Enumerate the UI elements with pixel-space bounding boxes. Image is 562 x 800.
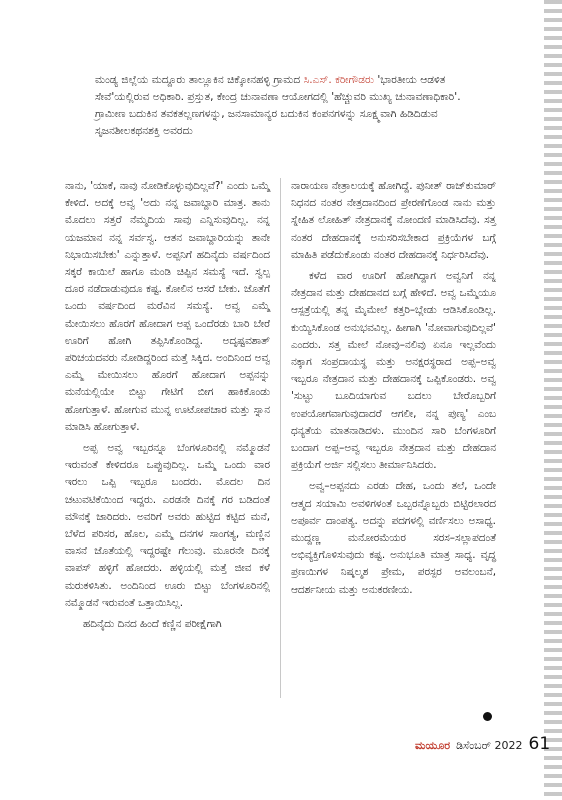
author-name: ಸಿ.ಎಸ್. ಕರೀಗೌಡರು — [303, 74, 374, 86]
left-column — [65, 178, 270, 633]
left-paragraph-3: ಹದಿನೈದು ದಿನದ ಹಿಂದೆ ಕಣ್ಣಿನ ಪರೀಕ್ಷೆಗಾಗಿ — [83, 618, 222, 631]
right-paragraph-2: ಕಳೆದ ವಾರ ಊರಿಗೆ ಹೋಗಿದ್ದಾಗ ಅವ್ವನಿಗೆ ನನ್ನ ನೇತ್ರದಾನ ಮತ್ತು ದೇಹದಾನದ ಬಗ್ಗೆ ಹೇಳಿದೆ. ಅವ್ವ ಒಮ್ಮೆಯೂ ಆಸ್ಪತ್ರೆಯಲ್ಲಿ ತನ್ನ ಮೈಮೇಲೆ ಕತ್ತರಿ–ಬ್ಲೇಡು ಆಡಿಸಿಕೊಂಡಿಲ್ಲ. ಕುಯ್ಯಿಸಿಕೊಂಡ ಅನುಭವವಿಲ್ಲ. ಹೀಗಾಗಿ 'ನೋವಾಗುವುದಿಲ್ಲವೆ' ಎಂದರು. ಸತ್ತ ಮೇಲೆ ನೋವು–ನಲಿವು ಏನೂ ಇಲ್ಲವೆಂದು ನಕ್ಕಾಗ ಸಂಪ್ರದಾಯಸ್ಥ ಮತ್ತು ಅನಕ್ಷರಸ್ಥರಾದ ಅಪ್ಪ–ಅವ್ವ ಇಬ್ಬರೂ ನೇತ್ರದಾನ ಮತ್ತು ದೇಹದಾನಕ್ಕೆ ಒಪ್ಪಿಕೊಂಡರು. ಅವ್ವ 'ಸುಟ್ಟು ಬೂದಿಯಾಗುವ ಬದಲು ಬೇರೊಬ್ಬರಿಗೆ ಉಪಯೋಗವಾಗುವುದಾದರೆ ಆಗಲೀ, ನನ್ನ ಪುಣ್ಯ' ಎಂಬ ಧನ್ಯತೆಯ ಮಾತನಾಡಿದಳು. ಮುಂದಿನ ಸಾರಿ ಬೆಂಗಳೂರಿಗೆ ಬಂದಾಗ ಅಪ್ಪ–ಅವ್ವ ಇಬ್ಬರೂ ನೇತ್ರದಾನ ಮತ್ತು ದೇಹದಾನ ಪ್ರಕ್ರಿಯೆಗೆ ಅರ್ಜಿ ಸಲ್ಲಿಸಲು ತೀರ್ಮಾನಿಸಿದರು. — [291, 270, 496, 472]
binding-edge — [544, 0, 562, 800]
right-paragraph-1: ನಾರಾಯಣ ನೇತ್ರಾಲಯಕ್ಕೆ ಹೋಗಿದ್ದೆ. ಪುನೀತ್ ರಾಜ್‌ಕುಮಾರ್ ನಿಧನದ ನಂತರ ನೇತ್ರದಾನದಿಂದ ಪ್ರೇರಣೆಗೊಂಡ ನಾನು ಮತ್ತು ಸ್ನೇಹಿತ ಲೋಹಿತ್ ನೇತ್ರದಾನಕ್ಕೆ ನೋಂದಣಿ ಮಾಡಿಸಿದೆವು. ಸತ್ತ ನಂತರ ದೇಹದಾನಕ್ಕೆ ಅನುಸರಿಸಬೇಕಾದ ಪ್ರಕ್ರಿಯೆಗಳ ಬಗ್ಗೆ ಮಾಹಿತಿ ಪಡೆದುಕೊಂಡು ನಂತರ ದೇಹದಾನಕ್ಕೆ ನಿರ್ಧರಿಸಿದೆವು. — [291, 180, 496, 261]
issue-date: ಡಿಸೆಂಬರ್ 2022 — [456, 739, 523, 752]
left-paragraph-2: ಅಪ್ಪ ಅವ್ವ ಇಬ್ಬರನ್ನೂ ಬೆಂಗಳೂರಿನಲ್ಲಿ ನಮ್ಮೊಡನೆ ಇರುವಂತೆ ಕೇಳಿದರೂ ಒಪ್ಪುವುದಿಲ್ಲ. ಒಮ್ಮೆ ಒಂದು ವಾರ ಇರಲು ಒಪ್ಪಿ ಇಬ್ಬರೂ ಬಂದರು. ಮೊದಲ ದಿನ ಚಟುವಟಿಕೆಯಿಂದ ಇದ್ದರು. ಎರಡನೇ ದಿನಕ್ಕೆ ಗರ ಬಡಿದಂತೆ ಮೌನಕ್ಕೆ ಜಾರಿದರು. ಅವರಿಗೆ ಅವರು ಹುಟ್ಟಿದ ಕಟ್ಟಿದ ಮನೆ, ಬೆಳೆದ ಪರಿಸರ, ಹೊಲ, ಎಮ್ಮೆ ದನಗಳ ಸಾಂಗತ್ಯ, ಮಣ್ಣಿನ ವಾಸನೆ ಜೊತೆಯಲ್ಲಿ ಇದ್ದರಷ್ಟೇ ಗೆಲುವು. ಮೂರನೇ ದಿನಕ್ಕೆ ವಾಪಸ್ ಹಳ್ಳಿಗೆ ಹೋದರು. ಹಳ್ಳಿಯಲ್ಲಿ ಮತ್ತೆ ಜೀವ ಕಳೆ ಮರುಕಳಿಸಿತು. ಅಂದಿನಿಂದ ಊರು ಬಿಟ್ಟು ಬೆಂಗಳೂರಿನಲ್ಲಿ ನಮ್ಮೊಡನೆ ಇರುವಂತೆ ಒತ್ತಾಯಿಸಿಲ್ಲ. — [65, 442, 270, 609]
right-column — [291, 178, 496, 599]
left-paragraph-1: ನಾನು, 'ಯಾಕೆ, ನಾವು ನೋಡಿಕೊಳ್ಳುವುದಿಲ್ಲವೆ?' ಎಂದು ಒಮ್ಮೆ ಕೇಳಿದೆ. ಅದಕ್ಕೆ ಅವ್ವ 'ಅದು ನನ್ನ ಜವಾಬ್ದಾರಿ ಮಾತ್ರ. ತಾನು ಮೊದಲು ಸತ್ತರೆ ನೆಮ್ಮದಿಯ ಸಾವು ಎನ್ನಿಸುವುದಿಲ್ಲ. ನನ್ನ ಯಜಮಾನ ನನ್ನ ಸರ್ವಸ್ವ. ಆತನ ಜವಾಬ್ದಾರಿಯನ್ನು ತಾನೇ ನಿಭಾಯಿಸಬೇಕು' ಎನ್ನುತ್ತಾಳೆ. ಅಪ್ಪನಿಗೆ ಹದಿನೈದು ವರ್ಷದಿಂದ ಸಕ್ಕರೆ ಕಾಯಿಲೆ ಹಾಗೂ ಮಂಡಿ ಚಿಪ್ಪಿನ ಸಮಸ್ಯೆ ಇದೆ. ಸ್ವಲ್ಪ ದೂರ ನಡೆದಾಡುವುದೂ ಕಷ್ಟ. ಕೋಲಿನ ಆಸರೆ ಬೇಕು. ಜೊತೆಗೆ ಒಂದು ವರ್ಷದಿಂದ ಮರೆವಿನ ಸಮಸ್ಯೆ. ಅವ್ವ ಎಮ್ಮೆ ಮೇಯಿಸಲು ಹೊರಗೆ ಹೋದಾಗ ಅಪ್ಪ ಒಂದೆರಡು ಬಾರಿ ಬೇರೆ ಊರಿಗೆ ಹೋಗಿ ತಪ್ಪಿಸಿಕೊಂಡಿದ್ದ. ಅದೃಷ್ಟವಶಾತ್ ಪರಿಚಯದವರು ನೋಡಿದ್ದರಿಂದ ಮತ್ತೆ ಸಿಕ್ಕಿದ. ಅಂದಿನಿಂದ ಅವ್ವ ಎಮ್ಮೆ ಮೇಯಿಸಲು ಹೊರಗೆ ಹೋದಾಗ ಅಪ್ಪನನ್ನು ಮನೆಯಲ್ಲಿಯೇ ಬಿಟ್ಟು ಗೇಟಿಗೆ ಬೀಗ ಹಾಕಿಕೊಂಡು ಹೋಗುತ್ತಾಳೆ. ಹೋಗುವ ಮುನ್ನ ಊಟೋಪಚಾರ ಮತ್ತು ಸ್ನಾನ ಮಾಡಿಸಿ ಹೋಗುತ್ತಾಳೆ. — [65, 180, 270, 433]
column-divider — [280, 178, 281, 698]
intro-text-rest: 'ಭಾರತೀಯ ಆಡಳಿತ ಸೇವೆ'ಯಲ್ಲಿರುವ ಅಧಿಕಾರಿ. ಪ್ರಸ್ತುತ, ಕೇಂದ್ರ ಚುನಾವಣಾ ಆಯೋಗದಲ್ಲಿ 'ಹೆಚ್ಚುವರಿ ಮುಖ್ಯ ಚುನಾವಣಾಧಿಕಾರಿ'. ಗ್ರಾಮೀಣ ಬದುಕಿನ ತವಕತಲ್ಲಣಗಳನ್ನು, ಜನಸಾಮಾನ್ಯರ ಬದುಕಿನ ಕಂಪನಗಳನ್ನು ಸೂಕ್ಷ್ಮವಾಗಿ ಹಿಡಿದಿಡುವ ಸೃಜನಶೀಲಕಥನಶಕ್ತಿ ಅವರದು — [95, 74, 461, 137]
author-intro — [95, 72, 475, 140]
magazine-logo: ಮಯೂರ — [415, 739, 451, 752]
article-end-bullet — [483, 712, 492, 721]
intro-text-start: ಮಂಡ್ಯ ಜಿಲ್ಲೆಯ ಮದ್ದೂರು ತಾಲ್ಲೂಕಿನ ಚಿಕ್ಕೋನಹಳ್ಳಿ ಗ್ರಾಮದ — [95, 74, 301, 86]
page-footer — [415, 734, 550, 754]
right-paragraph-3: ಅವ್ವ–ಅಪ್ಪನದು ಎರಡು ದೇಹ, ಒಂದು ತಲೆ, ಒಂದೇ ಆತ್ಮದ ಸಯಾಮಿ ಅವಳಿಗಳಂತೆ ಒಬ್ಬರನ್ನೊಬ್ಬರು ಬಿಟ್ಟಿರಲಾರದ ಅಪೂರ್ವ ದಾಂಪತ್ಯ. ಅದನ್ನು ಪದಗಳಲ್ಲಿ ವರ್ಣಿಸಲು ಅಸಾಧ್ಯ. ಮುದ್ದಣ್ಣ ಮನೋರಮೆಯರ ಸರಸ–ಸಲ್ಲಾಪದಂತೆ ಅಭಿವ್ಯಕ್ತಿಗೊಳಿಸುವುದು ಕಷ್ಟ. ಅನುಭೂತಿ ಮಾತ್ರ ಸಾಧ್ಯ. ವೃದ್ಧ ಪ್ರಣಯಿಗಳ ನಿಷ್ಕಲ್ಮಶ ಪ್ರೇಮ, ಪರಸ್ಪರ ಅವಲಂಬನೆ, ಆದರ್ಶನೀಯ ಮತ್ತು ಅನುಕರಣೀಯ. — [291, 480, 496, 596]
page-number: 61 — [528, 734, 551, 754]
